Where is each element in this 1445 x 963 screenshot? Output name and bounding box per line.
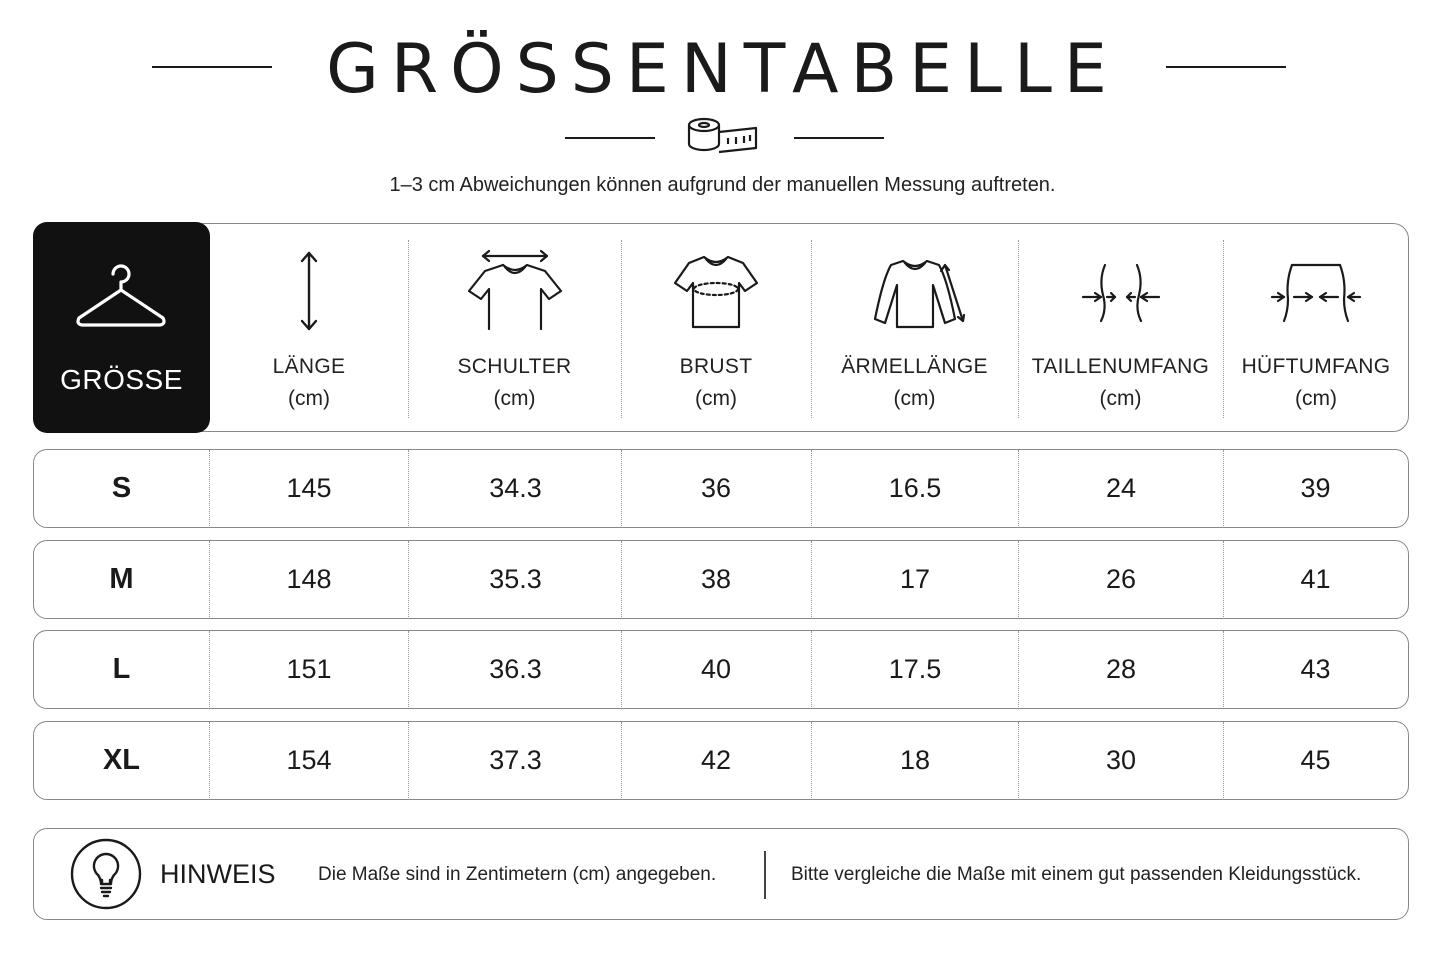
sleeve-longsleeve-icon <box>863 249 967 333</box>
value-aermellaenge: 17 <box>899 564 931 594</box>
title-divider-right <box>1166 66 1286 68</box>
column-divider <box>408 240 409 418</box>
header-col-schulter <box>408 223 621 432</box>
value-hueftumfang: 43 <box>1300 654 1331 684</box>
hint-label: HINWEIS <box>160 859 276 889</box>
tape-row <box>0 114 1445 160</box>
value-taillenumfang: 24 <box>1105 473 1137 503</box>
column-divider <box>1223 240 1224 418</box>
hint-text-compare: Bitte vergleiche die Maße mit einem gut passenden Kleidungsstück. <box>791 864 1362 885</box>
value-schulter: 35.3 <box>489 564 542 594</box>
hint-divider <box>764 851 766 899</box>
size-column-label: GRÖSSE <box>60 364 183 395</box>
value-taillenumfang: 28 <box>1105 654 1137 684</box>
subtitle: 1–3 cm Abweichungen können aufgrund der manuellen Messung auftreten. <box>389 174 1056 196</box>
value-laenge: 145 <box>286 473 332 503</box>
value-taillenumfang: 30 <box>1105 745 1137 775</box>
header-col-unit: (cm) <box>1295 387 1337 410</box>
value-aermellaenge: 18 <box>899 745 931 775</box>
value-taillenumfang: 26 <box>1105 564 1137 594</box>
table-row-s <box>33 449 1409 528</box>
value-hueftumfang: 41 <box>1300 564 1331 594</box>
size-cell: S <box>111 472 132 504</box>
waist-icon <box>1081 249 1161 333</box>
table-row-l <box>33 630 1409 709</box>
hip-icon <box>1270 249 1362 333</box>
value-schulter: 36.3 <box>489 654 542 684</box>
lightbulb-icon <box>70 838 142 910</box>
length-arrow-icon <box>294 249 324 333</box>
value-laenge: 148 <box>286 564 332 594</box>
value-brust: 38 <box>700 564 732 594</box>
value-aermellaenge: 17.5 <box>888 654 942 684</box>
hint-box <box>33 828 1409 920</box>
size-cell: XL <box>102 744 141 776</box>
page-title: GRÖSSENTABELLE <box>326 30 1119 109</box>
value-brust: 40 <box>700 654 732 684</box>
title-row <box>0 22 1445 112</box>
size-cell: L <box>112 653 131 685</box>
header-col-name: SCHULTER <box>457 355 572 378</box>
shoulder-tshirt-icon <box>465 249 565 333</box>
header-col-unit: (cm) <box>288 387 330 410</box>
hint-text-unit: Die Maße sind in Zentimetern (cm) angegeben. <box>318 864 717 885</box>
value-hueftumfang: 45 <box>1300 745 1331 775</box>
column-divider <box>811 240 812 418</box>
value-hueftumfang: 39 <box>1300 473 1331 503</box>
tape-divider-left <box>565 137 655 139</box>
header-col-name: BRUST <box>679 355 753 378</box>
header-col-hueftumfang <box>1223 223 1409 432</box>
header-col-brust <box>621 223 811 432</box>
header-col-unit: (cm) <box>893 387 936 410</box>
size-column-header <box>33 222 210 433</box>
header-col-taillenumfang <box>1018 223 1223 432</box>
value-schulter: 37.3 <box>489 745 542 775</box>
value-brust: 42 <box>700 745 732 775</box>
table-row-m <box>33 540 1409 619</box>
column-divider <box>621 240 622 418</box>
header-col-name: ÄRMELLÄNGE <box>841 355 988 378</box>
value-laenge: 151 <box>286 654 332 684</box>
table-row-xl <box>33 721 1409 800</box>
header-col-laenge <box>210 223 408 432</box>
tape-divider-right <box>794 137 884 139</box>
column-divider <box>1018 240 1019 418</box>
value-brust: 36 <box>700 473 732 503</box>
header-col-unit: (cm) <box>1099 387 1142 410</box>
value-laenge: 154 <box>286 745 332 775</box>
header-col-name: HÜFTUMFANG <box>1241 355 1391 378</box>
header-col-name: TAILLENUMFANG <box>1031 355 1210 378</box>
chest-tshirt-icon <box>671 249 761 333</box>
value-schulter: 34.3 <box>489 473 542 503</box>
size-cell: M <box>109 563 134 595</box>
header-col-name: LÄNGE <box>272 355 346 378</box>
measuring-tape-icon <box>684 114 764 160</box>
header-col-unit: (cm) <box>493 387 536 410</box>
header-col-aermellaenge <box>811 223 1018 432</box>
hanger-icon <box>75 262 167 332</box>
header-col-unit: (cm) <box>695 387 737 410</box>
value-aermellaenge: 16.5 <box>888 473 942 503</box>
